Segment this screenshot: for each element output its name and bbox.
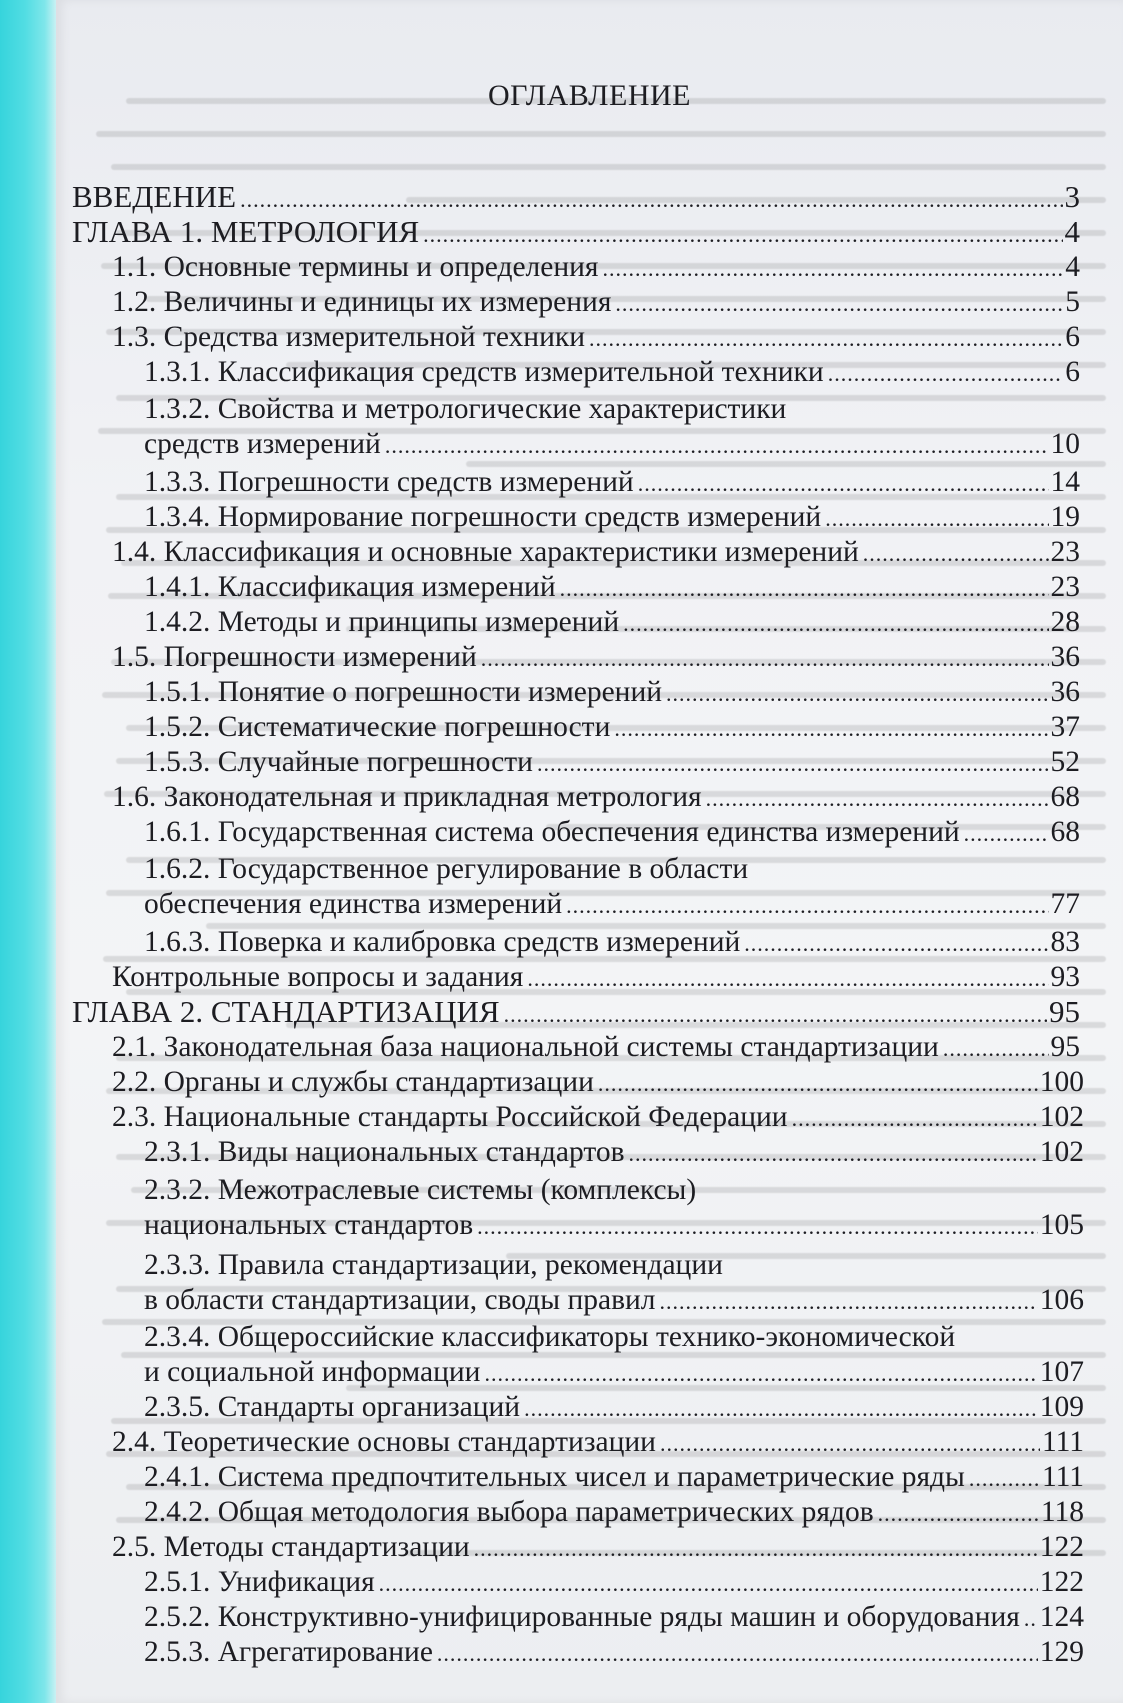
leader-dots <box>615 287 1063 321</box>
toc-entry-label: и социальной информации <box>144 1356 481 1388</box>
toc-entry-chapter-1[interactable] <box>72 215 1080 252</box>
toc-entry-page: 5 <box>1065 286 1080 318</box>
toc-entry-label: 2.3.1. Виды национальных стандартов <box>144 1136 625 1168</box>
toc-entry-2-5-3[interactable] <box>144 1635 1084 1671</box>
toc-entry-2-2[interactable] <box>112 1065 1084 1101</box>
toc-entry-label: 1.3.3. Погрешности средств измерений <box>144 466 634 498</box>
toc-entry-label: национальных стандартов <box>144 1209 474 1241</box>
toc-entry-label: 2.4. Теоретические основы стандартизации <box>112 1426 656 1458</box>
toc-entry-page: 68 <box>1050 816 1080 848</box>
toc-entry-1-5-1[interactable] <box>144 675 1080 711</box>
leader-dots <box>666 677 1048 711</box>
leader-dots <box>527 962 1048 996</box>
toc-entry-1-4-2[interactable] <box>144 605 1080 641</box>
toc-entry-1-6-2-line1: 1.6.2. Государственное регулирование в области <box>144 853 749 885</box>
toc-entry-page: 118 <box>1040 1496 1084 1528</box>
leader-dots <box>423 218 1062 252</box>
toc-entry-page: 111 <box>1041 1426 1084 1458</box>
toc-entry-page: 14 <box>1050 466 1080 498</box>
toc-entry-page: 4 <box>1064 214 1080 249</box>
toc-entry-page: 19 <box>1050 501 1080 533</box>
toc-entry-label: 2.5.1. Унификация <box>144 1566 375 1598</box>
toc-entry-page: 10 <box>1050 428 1080 460</box>
toc-entry-label: 2.5. Методы стандартизации <box>112 1531 470 1563</box>
toc-entry-page: 102 <box>1039 1136 1084 1168</box>
toc-entry-1-3-3[interactable] <box>144 465 1080 501</box>
leader-dots <box>385 429 1049 463</box>
toc-entry-2-5[interactable] <box>112 1530 1084 1566</box>
toc-entry-page: 105 <box>1039 1209 1084 1241</box>
toc-entry-label: 1.5.3. Случайные погрешности <box>144 746 533 778</box>
toc-entry-label: 2.3. Национальные стандарты Российской Федерации <box>112 1101 788 1133</box>
toc-entry-1-6-3[interactable] <box>144 925 1080 961</box>
leader-dots <box>638 467 1049 501</box>
toc-entry-page: 3 <box>1064 179 1080 214</box>
leader-dots <box>614 712 1048 746</box>
leader-dots <box>623 607 1048 641</box>
toc-entry-page: 37 <box>1050 711 1080 743</box>
leader-dots <box>474 1532 1038 1566</box>
leader-dots <box>537 747 1049 781</box>
leader-dots <box>598 1067 1038 1101</box>
toc-entry-2-5-1[interactable] <box>144 1565 1084 1601</box>
toc-entry-1-5[interactable] <box>112 640 1080 676</box>
toc-title: ОГЛАВЛЕНИЕ <box>488 79 691 112</box>
toc-entry-label: 1.1. Основные термины и определения <box>112 251 599 283</box>
toc-entry-1-3[interactable] <box>112 320 1080 356</box>
toc-entry-page: 95 <box>1050 1031 1080 1063</box>
toc-entry-2-5-2[interactable] <box>144 1600 1084 1636</box>
toc-entry-label: 1.4. Классификация и основные характеристики измерений <box>112 536 859 568</box>
toc-entry-label: 1.6.1. Государственная система обеспечения единства измерений <box>144 816 960 848</box>
toc-entry-label: 1.4.2. Методы и принципы измерений <box>144 606 620 638</box>
toc-entry-label: 2.4.2. Общая методология выбора параметрических рядов <box>144 1496 874 1528</box>
toc-entry-1-3-1[interactable] <box>144 355 1080 391</box>
toc-entry-label: средств измерений <box>144 428 381 460</box>
leader-dots <box>706 782 1049 816</box>
toc-entry-2-3-3[interactable] <box>144 1283 1084 1319</box>
toc-entry-1-3-2[interactable] <box>144 427 1080 463</box>
toc-entry-2-3-2-line1: 2.3.2. Межотраслевые системы (комплексы) <box>144 1174 697 1206</box>
toc-entry-label: ГЛАВА 2. СТАНДАРТИЗАЦИЯ <box>72 994 500 1029</box>
leader-dots <box>484 1357 1037 1391</box>
toc-entry-page: 83 <box>1050 926 1080 958</box>
toc-entry-1-6-1[interactable] <box>144 815 1080 851</box>
leader-dots <box>828 357 1064 391</box>
toc-entry-label: ВВЕДЕНИЕ <box>72 179 237 214</box>
toc-entry-page: 93 <box>1050 961 1080 993</box>
toc-entry-page: 109 <box>1039 1391 1084 1423</box>
leader-dots <box>603 252 1064 286</box>
toc-entry-page: 4 <box>1065 251 1080 283</box>
toc-entry-1-4-1[interactable] <box>144 570 1080 606</box>
leader-dots <box>825 502 1048 536</box>
toc-entry-1-4[interactable] <box>112 535 1080 571</box>
leader-dots <box>969 1462 1040 1496</box>
leader-dots <box>878 1497 1039 1531</box>
toc-entry-label: 2.3.5. Стандарты организаций <box>144 1391 521 1423</box>
toc-entry-2-4-1[interactable] <box>144 1460 1084 1496</box>
toc-entry-page: 122 <box>1039 1531 1084 1563</box>
toc-entry-page: 28 <box>1050 606 1080 638</box>
leader-dots <box>744 927 1048 961</box>
leader-dots <box>477 1210 1038 1244</box>
toc-entry-2-3-4[interactable] <box>144 1355 1084 1391</box>
toc-entry-2-3-2[interactable] <box>144 1208 1084 1244</box>
toc-entry-1-1[interactable] <box>112 250 1080 286</box>
toc-entry-introduction[interactable] <box>72 180 1080 217</box>
toc-entry-1-5-3[interactable] <box>144 745 1080 781</box>
toc-entry-label: в области стандартизации, своды правил <box>144 1284 656 1316</box>
toc-entry-label: 2.4.1. Система предпочтительных чисел и параметрические ряды <box>144 1461 965 1493</box>
toc-entry-page: 6 <box>1065 356 1080 388</box>
toc-entry-label: 1.5. Погрешности измерений <box>112 641 477 673</box>
toc-entry-page: 23 <box>1050 536 1080 568</box>
toc-entry-label: 1.5.1. Понятие о погрешности измерений <box>144 676 663 708</box>
leader-dots <box>481 642 1049 676</box>
toc-entry-page: 124 <box>1039 1601 1084 1633</box>
toc-entry-page: 95 <box>1049 994 1080 1029</box>
leader-dots <box>524 1392 1038 1426</box>
toc-entry-page: 106 <box>1039 1284 1084 1316</box>
toc-entry-page: 77 <box>1050 888 1080 920</box>
toc-entry-page: 36 <box>1050 641 1080 673</box>
toc-entry-2-4[interactable] <box>112 1425 1084 1461</box>
leader-dots <box>660 1427 1040 1461</box>
toc-entry-label: 1.3.1. Классификация средств измерительной техники <box>144 356 824 388</box>
toc-entry-page: 23 <box>1050 571 1080 603</box>
toc-entry-2-3-4-line1: 2.3.4. Общероссийские классификаторы технико-экономической <box>144 1321 956 1353</box>
toc-entry-page: 52 <box>1050 746 1080 778</box>
toc-entry-review-questions[interactable] <box>112 960 1080 996</box>
leader-dots <box>943 1032 1049 1066</box>
toc-entry-label: 1.3.4. Нормирование погрешности средств измерений <box>144 501 822 533</box>
leader-dots <box>589 322 1063 356</box>
toc-entry-page: 68 <box>1050 781 1080 813</box>
toc-entry-label: 1.6.3. Поверка и калибровка средств измерений <box>144 926 741 958</box>
leader-dots <box>437 1637 1038 1671</box>
toc-entry-label: 2.1. Законодательная база национальной системы стандартизации <box>112 1031 939 1063</box>
leader-dots <box>660 1285 1038 1319</box>
toc-entry-label: 1.2. Величины и единицы их измерения <box>112 286 612 318</box>
toc-entry-page: 100 <box>1039 1066 1084 1098</box>
toc-entry-2-1[interactable] <box>112 1030 1080 1066</box>
toc-entry-label: 2.5.2. Конструктивно-унифицированные ряды машин и оборудования <box>144 1601 1020 1633</box>
toc-entry-1-6[interactable] <box>112 780 1080 816</box>
leader-dots <box>792 1102 1038 1136</box>
toc-entry-page: 111 <box>1041 1461 1084 1493</box>
leader-dots <box>964 817 1049 851</box>
toc-entry-page: 102 <box>1039 1101 1084 1133</box>
toc-entry-2-4-2[interactable] <box>144 1495 1084 1531</box>
toc-entry-1-3-4[interactable] <box>144 500 1080 536</box>
toc-entry-chapter-2[interactable] <box>72 995 1080 1032</box>
toc-entry-page: 122 <box>1039 1566 1084 1598</box>
toc-entry-label: 1.5.2. Систематические погрешности <box>144 711 611 743</box>
toc-entry-1-3-2-line1: 1.3.2. Свойства и метрологические характеристики <box>144 393 787 425</box>
toc-entry-label: Контрольные вопросы и задания <box>112 961 524 993</box>
toc-entry-2-3-1[interactable] <box>144 1135 1084 1171</box>
toc-entry-2-3-3-line1: 2.3.3. Правила стандартизации, рекомендации <box>144 1249 723 1281</box>
leader-dots <box>863 537 1049 571</box>
toc-entry-label: 2.2. Органы и службы стандартизации <box>112 1066 594 1098</box>
leader-dots <box>560 572 1049 606</box>
leader-dots <box>629 1137 1038 1171</box>
toc-entry-page: 36 <box>1050 676 1080 708</box>
book-spine-edge <box>0 0 56 1703</box>
toc-entry-2-3[interactable] <box>112 1100 1084 1136</box>
toc-entry-1-6-2[interactable] <box>144 887 1080 923</box>
toc-entry-label: 2.5.3. Агрегатирование <box>144 1636 433 1668</box>
toc-entry-label: обеспечения единства измерений <box>144 888 563 920</box>
toc-entry-label: ГЛАВА 1. МЕТРОЛОГИЯ <box>72 214 420 249</box>
toc-entry-page: 129 <box>1039 1636 1084 1668</box>
toc-entry-2-3-5[interactable] <box>144 1390 1084 1426</box>
leader-dots <box>504 998 1047 1032</box>
leader-dots <box>1024 1602 1038 1636</box>
toc-entry-page: 107 <box>1039 1356 1084 1388</box>
toc-entry-label: 1.4.1. Классификация измерений <box>144 571 556 603</box>
toc-entry-1-5-2[interactable] <box>144 710 1080 746</box>
toc-entry-label: 1.6. Законодательная и прикладная метрология <box>112 781 702 813</box>
toc-entry-label: 1.3. Средства измерительной техники <box>112 321 585 353</box>
toc-entry-page: 6 <box>1065 321 1080 353</box>
leader-dots <box>566 889 1048 923</box>
toc-entry-1-2[interactable] <box>112 285 1080 321</box>
leader-dots <box>240 183 1062 217</box>
leader-dots <box>379 1567 1038 1601</box>
